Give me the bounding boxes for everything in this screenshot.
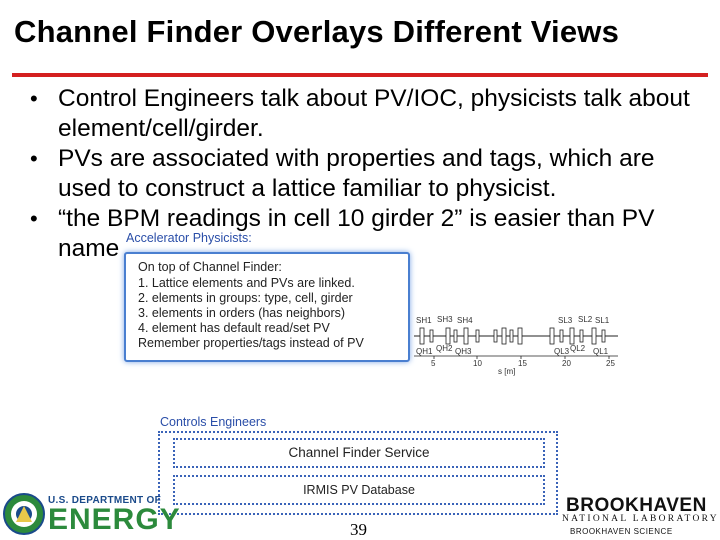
- lattice-label: SH1: [416, 316, 432, 325]
- axis-tick-label: 5: [431, 359, 436, 368]
- axis-tick-label: 20: [562, 359, 571, 368]
- lattice-label: QH2: [436, 344, 453, 353]
- lattice-label: QL2: [570, 344, 586, 353]
- bnl-laboratory-text: NATIONAL LABORATORY: [562, 514, 719, 524]
- diagram-connectors: [0, 0, 540, 270]
- lattice-label: SL3: [558, 316, 573, 325]
- bullet-text: PVs are associated with properties and tags, which are used to construct a lattice familiar to physicist.: [58, 145, 655, 202]
- axis-tick-label: 10: [473, 359, 482, 368]
- lattice-label: SL2: [578, 315, 593, 324]
- lattice-label: SH4: [457, 316, 473, 325]
- physicists-box-header: On top of Channel Finder:: [138, 260, 282, 274]
- bullet-dot-icon: •: [30, 146, 38, 171]
- physicists-box-line: 4. element has default read/set PV: [138, 321, 330, 335]
- physicists-label: Accelerator Physicists:: [126, 231, 252, 245]
- lattice-label: SH3: [437, 315, 453, 324]
- axis-label: s [m]: [498, 367, 516, 376]
- lattice-label: QH3: [455, 347, 472, 356]
- lattice-label: QL3: [554, 347, 570, 356]
- bullet-text: “the BPM readings in cell 10 girder 2” is easier than PV name: [58, 205, 655, 262]
- lattice-label: QH1: [416, 347, 433, 356]
- bullet-dot-icon: •: [30, 86, 38, 111]
- bnl-science-text: BROOKHAVEN SCIENCE: [570, 527, 673, 536]
- lattice-label: SL1: [595, 316, 610, 325]
- channel-finder-service-box: Channel Finder Service: [173, 438, 545, 468]
- physicists-box-line: 2. elements in groups: type, cell, girder: [138, 291, 353, 305]
- physicists-box-line: 1. Lattice elements and PVs are linked.: [138, 276, 355, 290]
- controls-label: Controls Engineers: [160, 415, 267, 429]
- physicists-box: [124, 252, 410, 362]
- bullet-dot-icon: •: [30, 206, 38, 231]
- irmis-database-box: IRMIS PV Database: [173, 475, 545, 505]
- bullet-text: Control Engineers talk about PV/IOC, physicists talk about element/cell/girder.: [58, 85, 690, 142]
- axis-tick-label: 15: [518, 359, 527, 368]
- doe-energy-text: ENERGY: [48, 503, 181, 536]
- doe-seal-icon: [2, 492, 46, 536]
- lattice-label: QL1: [593, 347, 609, 356]
- axis-tick-label: 25: [606, 359, 615, 368]
- bnl-logo-text: BROOKHAVEN: [566, 495, 707, 516]
- physicists-box-line: Remember properties/tags instead of PV: [138, 336, 364, 350]
- physicists-box-line: 3. elements in orders (has neighbors): [138, 306, 346, 320]
- page-number: 39: [350, 520, 367, 539]
- slide-title: Channel Finder Overlays Different Views: [14, 14, 620, 49]
- doe-department-text: U.S. DEPARTMENT OF: [48, 495, 161, 506]
